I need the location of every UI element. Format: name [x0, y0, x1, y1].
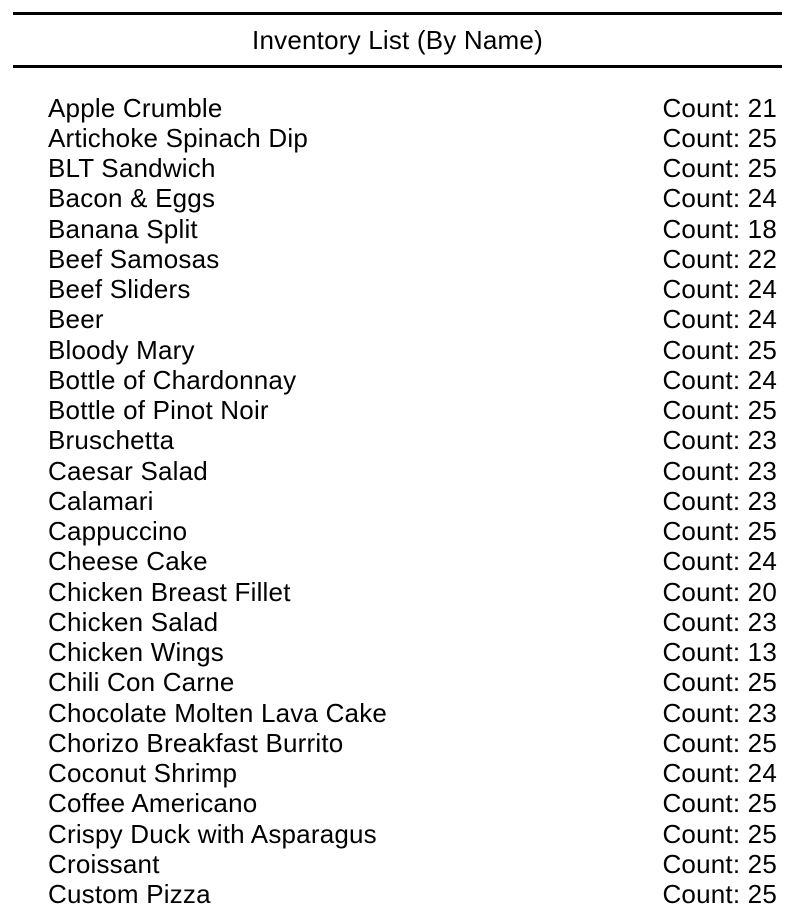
item-name: Custom Pizza	[48, 879, 211, 910]
list-item	[48, 819, 777, 849]
item-name: Chicken Breast Fillet	[48, 576, 291, 607]
item-name: Cappuccino	[48, 516, 188, 547]
item-count: Count: 25	[662, 667, 777, 698]
item-name: Artichoke Spinach Dip	[48, 122, 308, 153]
item-name: Croissant	[48, 848, 160, 879]
item-count: Count: 24	[662, 183, 777, 214]
item-count: Count: 13	[662, 637, 777, 668]
item-name: Bruschetta	[48, 425, 175, 456]
item-name: Coffee Americano	[48, 788, 258, 819]
list-item	[48, 759, 777, 789]
list-item	[48, 275, 777, 305]
list-item	[48, 244, 777, 274]
list-item	[48, 668, 777, 698]
item-count: Count: 25	[662, 727, 777, 758]
item-name: Bloody Mary	[48, 334, 195, 365]
item-count: Count: 24	[662, 364, 777, 395]
list-item	[48, 880, 777, 910]
list-item	[48, 305, 777, 335]
list-item	[48, 93, 777, 123]
list-item	[48, 728, 777, 758]
list-item	[48, 123, 777, 153]
item-count: Count: 23	[662, 606, 777, 637]
item-count: Count: 25	[662, 395, 777, 426]
list-item	[48, 849, 777, 879]
item-count: Count: 25	[662, 848, 777, 879]
list-item	[48, 698, 777, 728]
item-count: Count: 24	[662, 546, 777, 577]
item-count: Count: 23	[662, 425, 777, 456]
item-name: Cheese Cake	[48, 546, 208, 577]
item-name: Beef Sliders	[48, 274, 191, 305]
item-name: Bacon & Eggs	[48, 183, 216, 214]
item-name: Chicken Salad	[48, 606, 219, 637]
item-count: Count: 18	[662, 213, 777, 244]
item-count: Count: 23	[662, 485, 777, 516]
list-item	[48, 365, 777, 395]
item-name: Coconut Shrimp	[48, 758, 238, 789]
item-name: Caesar Salad	[48, 455, 208, 486]
list-item	[48, 486, 777, 516]
item-name: Beef Samosas	[48, 243, 220, 274]
list-item	[48, 154, 777, 184]
list-item	[48, 214, 777, 244]
item-count: Count: 23	[662, 455, 777, 486]
list-item	[48, 396, 777, 426]
item-name: Bottle of Pinot Noir	[48, 395, 269, 426]
list-item	[48, 456, 777, 486]
item-name: Chili Con Carne	[48, 667, 235, 698]
list-item	[48, 638, 777, 668]
item-count: Count: 25	[662, 818, 777, 849]
item-count: Count: 25	[662, 122, 777, 153]
list-item	[48, 547, 777, 577]
list-item	[48, 789, 777, 819]
item-count: Count: 25	[662, 153, 777, 184]
list-item	[48, 607, 777, 637]
item-count: Count: 22	[662, 243, 777, 274]
item-name: Bottle of Chardonnay	[48, 364, 297, 395]
item-count: Count: 24	[662, 304, 777, 335]
item-count: Count: 24	[662, 758, 777, 789]
report-header	[13, 12, 782, 68]
item-count: Count: 25	[662, 788, 777, 819]
item-name: Chorizo Breakfast Burrito	[48, 727, 344, 758]
item-count: Count: 23	[662, 697, 777, 728]
item-name: Apple Crumble	[48, 92, 223, 123]
item-count: Count: 25	[662, 879, 777, 910]
item-name: Calamari	[48, 485, 154, 516]
item-count: Count: 21	[662, 92, 777, 123]
item-name: Beer	[48, 304, 104, 335]
item-count: Count: 20	[662, 576, 777, 607]
item-name: Chicken Wings	[48, 637, 224, 668]
item-count: Count: 25	[662, 334, 777, 365]
item-name: Crispy Duck with Asparagus	[48, 818, 377, 849]
list-item	[48, 577, 777, 607]
list-item	[48, 517, 777, 547]
item-count: Count: 24	[662, 274, 777, 305]
item-name: BLT Sandwich	[48, 153, 216, 184]
list-item	[48, 426, 777, 456]
item-name: Banana Split	[48, 213, 198, 244]
page-title: Inventory List (By Name)	[252, 25, 543, 55]
list-item	[48, 335, 777, 365]
item-count: Count: 25	[662, 516, 777, 547]
item-name: Chocolate Molten Lava Cake	[48, 697, 388, 728]
inventory-list	[48, 93, 777, 910]
list-item	[48, 184, 777, 214]
